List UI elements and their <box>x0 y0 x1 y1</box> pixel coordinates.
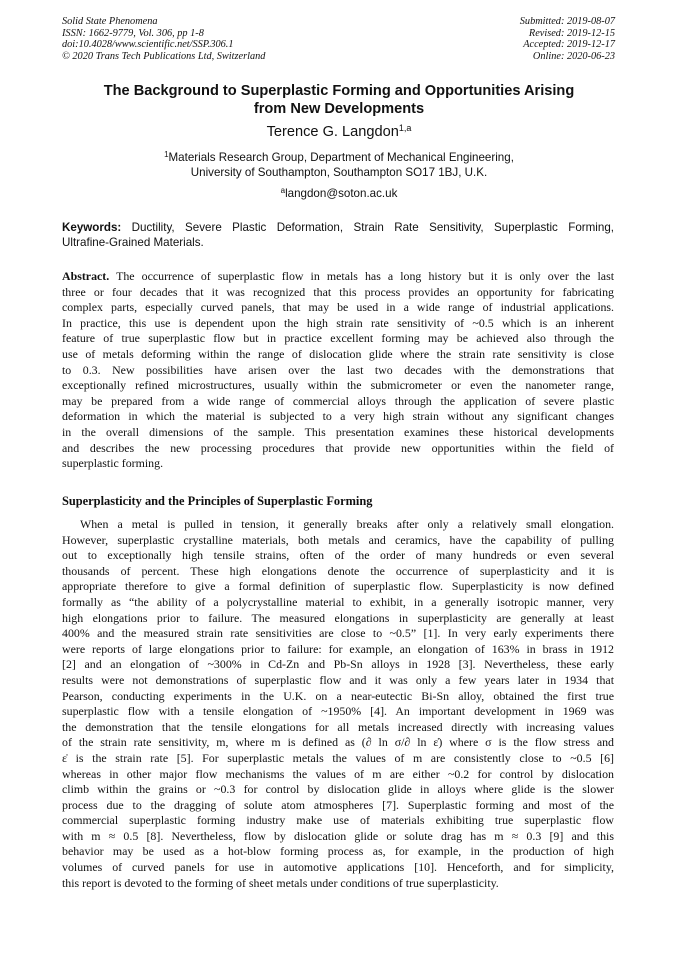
author-email <box>62 186 616 201</box>
date-accepted: Accepted: 2019-12-17 <box>523 39 615 51</box>
keywords-label: Keywords: <box>62 221 122 234</box>
date-revised: Revised: 2019-12-15 <box>528 27 615 39</box>
abstract-line: to 0.3. New possibilities have arisen over the last two decades with the demonstrations that <box>62 362 614 377</box>
body-line: results were not demonstrations of superplastic flow and it was only a few years later in 1934 that <box>62 672 614 687</box>
abstract-line: and describes the new processing procedures that provide new opportunities within the field of <box>62 440 614 455</box>
abstract-line: feature of true superplastic flow but in practice excellent forming may be achieved also through the <box>62 331 614 346</box>
affiliation-line: University of Southampton, Southampton SO17 1BJ, U.K. <box>190 166 488 179</box>
journal-header-left <box>62 16 265 62</box>
body-line: climb within the grains or ~0.3 for control by dislocation glide in alloys where glide is the slower <box>62 782 614 797</box>
body-line: Pearson, conducting experiments in the U.K. on a near-eutectic Bi-Sn alloy, obtained the first true <box>62 688 614 703</box>
body-line: However, superplastic crystalline materials, both metals and ceramics, have the capability of pulling <box>62 532 614 547</box>
author-name: Terence G. Langdon <box>266 124 399 140</box>
journal-header-right <box>520 16 615 62</box>
affiliation-line: $^1$Materials Research Group, Department of Mechanical Engineering, <box>164 150 514 164</box>
abstract-line: deformation in which the material is subjected to a very high strain without any significant changes <box>62 409 614 424</box>
body-line: process due to the dragging of solute atom atmospheres [7]. Superplastic forming and most of the <box>62 797 614 812</box>
title-line: The Background to Superplastic Forming and Opportunities Arising <box>103 83 575 99</box>
date-submitted: Submitted: 2019-08-07 <box>519 16 615 27</box>
keywords-line: Keywords: Ductility, Severe Plastic Deformation, Strain Rate Sensitivity, Superplastic Forming, <box>62 221 614 234</box>
abstract-line: three or four decades that it was recognized that this process provides an opportunity for fabricating <box>62 284 614 299</box>
abstract-line: complex parts, especially curved panels, that may be used in a wide range of industrial applications. <box>62 300 614 315</box>
body-line: whereas in other major flow mechanisms the values of m are either ~0.2 for control by dislocation <box>62 766 614 781</box>
author-superscript: 1,a <box>398 123 412 133</box>
body-line: [2] and an elongation of ~300% in Cd-Zn and Pb-Sn alloys in 1928 [3]. Nevertheless, these early <box>62 657 614 672</box>
abstract-line: In practice, this use is dependent upon the high strain rate sensitivity of ~0.5 which is an inherent <box>62 315 614 330</box>
body-line: 400% and the measured strain rate sensitivities are close to ~0.5” [1]. In very early experiments there <box>62 626 614 641</box>
abstract-line: Abstract. The occurrence of superplastic flow in metals has a long history but it is only over the last <box>62 269 614 283</box>
body-line: volumes of curved panels for use in automotive applications [10]. Henceforth, and for simplicity, <box>62 860 614 875</box>
body-line: this report is devoted to the forming of sheet metals under conditions of true superplasticity. <box>62 875 499 890</box>
abstract-line: superplastic forming. <box>62 456 164 471</box>
body-line: formally as “the ability of a polycrystalline material to exhibit, in a generally isotropic manner, very <box>62 594 614 609</box>
body-line: superplastic flow with a tensile elongation of ~1950% [4]. An important development in 1969 was <box>62 704 614 719</box>
journal-copyright: © 2020 Trans Tech Publications Ltd, Switzerland <box>62 50 266 62</box>
body-line: ε̇ is the strain rate [5]. For superplastic metals the values of m are consistently close to ~0.5 [6] <box>62 750 614 765</box>
section-heading: Superplasticity and the Principles of Superplastic Forming <box>62 494 373 508</box>
journal-issn: ISSN: 1662-9779, Vol. 306, pp 1-8 <box>62 27 204 39</box>
body-text <box>62 517 614 891</box>
email-superscript: a <box>280 186 286 195</box>
body-line: the demonstration that the tensile elongations for all metals increased directly with increasing values <box>62 719 614 734</box>
body-line: were reports of large elongations prior to failure: for example, an elongation of 163% in brass in 1912 <box>62 641 614 656</box>
body-line: high elongations prior to failure. The measured elongations in superplasticity are generally at least <box>62 610 614 625</box>
body-line: thousands of percent. These high elongations denote the occurrence of superplasticity and it is <box>62 563 614 578</box>
abstract-label: Abstract. <box>62 269 110 283</box>
keywords-line: Ultrafine-Grained Materials. <box>62 236 204 249</box>
date-online: Online: 2020-06-23 <box>532 50 615 62</box>
body-line: of the strain rate sensitivity, m, where m is defined as (∂ ln σ/∂ ln ε̇) where σ is the flow stress and <box>62 735 614 750</box>
abstract-line: may be prepared from a wide range of commercial alloys through the application of severe plastic <box>62 393 614 408</box>
abstract-line: exceptionally refined microstructures, usually within the submicrometer or even the nanometer range, <box>62 378 614 393</box>
abstract-line: in the overall dimensions of the sample. This presentation examines these historical developments <box>62 424 614 439</box>
email-address: langdon@soton.ac.uk <box>285 187 398 200</box>
journal-name: Solid State Phenomena <box>62 16 158 27</box>
abstract <box>62 269 614 472</box>
body-line: appropriate therefore to give a formal definition of superplastic flow. Superplasticity is now defined <box>62 579 614 594</box>
affiliation-superscript: 1 <box>164 150 169 159</box>
body-line: When a metal is pulled in tension, it generally breaks after only a relatively small elongation. <box>80 517 614 531</box>
keywords <box>62 220 614 250</box>
journal-doi: doi:10.4028/www.scientific.net/SSP.306.1 <box>62 39 234 51</box>
author <box>62 123 616 141</box>
body-line: behavior may be used as a hot-blow forming process as, for example, in the production of high <box>62 844 614 859</box>
abstract-line: use of metals deforming within the range of dislocation glide where the strain rate sensitivity is close <box>62 346 614 361</box>
body-line: with m ≈ 0.5 [8]. Nevertheless, flow by dislocation glide or solute drag has m ≈ 0.3 [9] and this <box>62 828 614 843</box>
body-line: commercial superplastic forming industry make use of materials exhibiting true superplastic flow <box>62 813 614 828</box>
paper-title <box>62 82 616 118</box>
title-line: from New Developments <box>253 101 425 117</box>
affiliation <box>62 150 616 180</box>
body-line: out to exceptionally high tensile strains, often of the order of many hundreds or even several <box>62 548 614 563</box>
